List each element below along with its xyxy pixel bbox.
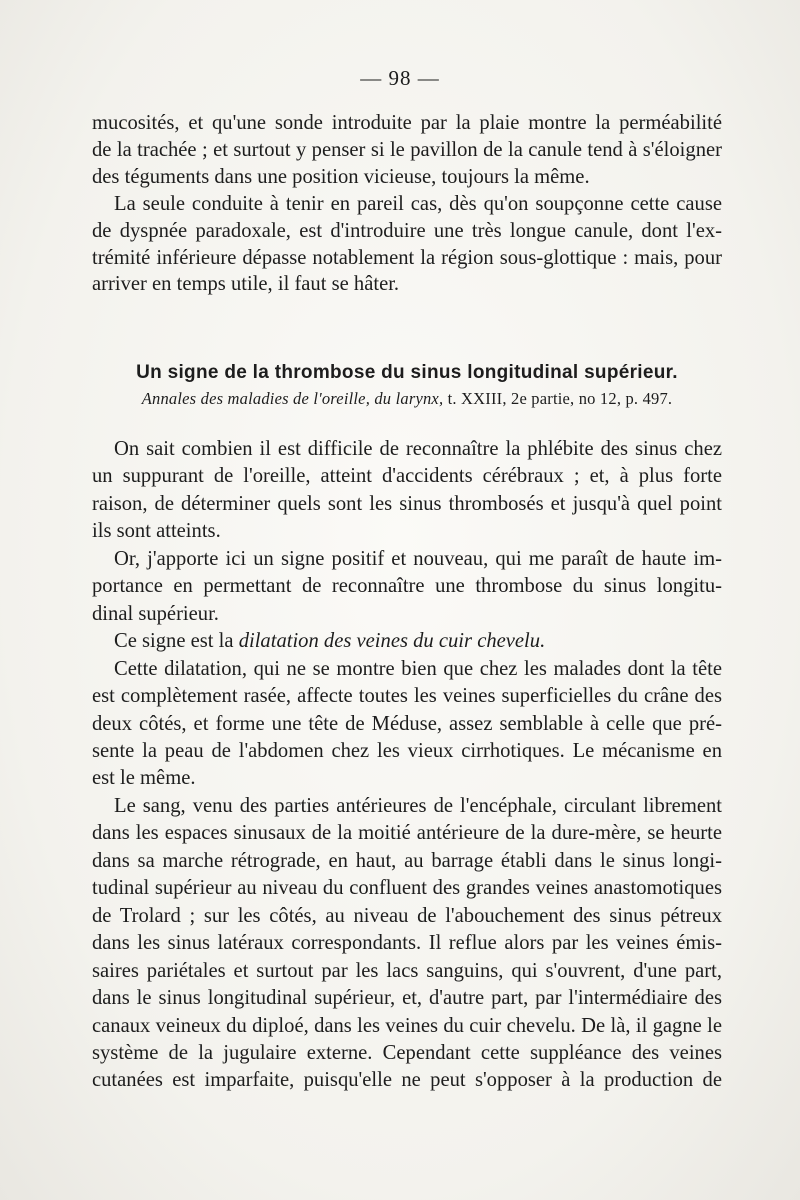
journal-citation: t. XXIII, 2e partie, no 12, p. 497.	[443, 389, 673, 408]
text-line: ils sont atteints.	[92, 520, 221, 543]
text-line: dans les espaces sinusaux de la moitié antérieure de la dure-mère, se heurte	[92, 822, 722, 845]
text-line: sente la peau de l'abdomen chez les vieux cirrhotiques. Le mécanisme en	[92, 739, 722, 762]
text-line: On sait combien il est difficile de reconnaître la phlébite des sinus chez	[114, 438, 722, 460]
text-line: portance en permettant de reconnaître une thrombose du sinus longitu-	[92, 575, 722, 598]
sign-name: dilatation des veines du cuir chevelu.	[238, 630, 546, 653]
text-line: deux côtés, et forme une tête de Méduse, assez semblable à celle que pré-	[92, 712, 722, 735]
text-line: de dyspnée paradoxale, est d'introduire une très longue canule, dont l'ex-	[92, 219, 722, 242]
text-line: des téguments dans une position vicieuse, toujours la même.	[92, 165, 590, 188]
text-line: Le sang, venu des parties antérieures de l'encéphale, circulant librement	[114, 794, 722, 817]
text-line: dans les sinus latéraux correspondants. Il reflue alors par les veines émis-	[92, 932, 722, 955]
journal-name: Annales des maladies de l'oreille, du larynx,	[141, 389, 444, 408]
text-line	[92, 628, 722, 655]
article-heading	[92, 359, 722, 411]
text-line: trémité inférieure dépasse notablement la région sous-glottique : mais, pour	[92, 246, 722, 269]
text-line: La seule conduite à tenir en pareil cas, dès qu'on soupçonne cette cause	[114, 192, 722, 215]
text-line: canaux veineux du diploé, dans les veines du cuir chevelu. De là, il gagne le	[92, 1014, 722, 1037]
article-body	[92, 436, 722, 1095]
article-reference	[92, 387, 722, 411]
text-line: de Trolard ; sur les côtés, au niveau de l'abouchement des sinus pétreux	[92, 904, 722, 927]
text-line: arriver en temps utile, il faut se hâter.	[92, 273, 400, 296]
intro-text	[92, 110, 722, 298]
article-title: Un signe de la thrombose du sinus longitudinal supérieur.	[136, 362, 678, 383]
text-line: mucosités, et qu'une sonde introduite par la plaie montre la perméabilité	[92, 112, 722, 134]
text-line: tudinal supérieur au niveau du confluent des grandes veines anastomotiques	[92, 877, 722, 900]
text-line: système de la jugulaire externe. Cependant cette suppléance des veines	[92, 1041, 722, 1064]
text-line: est complètement rasée, affecte toutes les veines superficielles du crâne des	[92, 685, 722, 708]
text-line: est le même.	[92, 767, 196, 790]
text-line: dans le sinus longitudinal supérieur, et, d'autre part, par l'intermédiaire des	[92, 987, 722, 1010]
text-line: saires pariétales et surtout par les lacs sanguins, qui s'ouvrent, d'une part,	[92, 959, 722, 982]
text-line: Cette dilatation, qui ne se montre bien que chez les malades dont la tête	[114, 657, 722, 680]
page-number: — 98 —	[360, 66, 440, 90]
text-line: cutanées est imparfaite, puisqu'elle ne peut s'opposer à la production de	[92, 1069, 722, 1092]
text-line: dinal supérieur.	[92, 602, 219, 625]
text-line: un suppurant de l'oreille, atteint d'accidents cérébraux ; et, à plus forte	[92, 465, 722, 488]
text-line: de la trachée ; et surtout y penser si le pavillon de la canule tend à s'éloigner	[92, 138, 722, 161]
text-line: Or, j'apporte ici un signe positif et nouveau, qui me paraît de haute im-	[114, 547, 722, 570]
text-line: dans sa marche rétrograde, en haut, au barrage établi dans le sinus longi-	[92, 849, 722, 872]
text-line: raison, de déterminer quels sont les sinus thrombosés et jusqu'à quel point	[92, 492, 722, 515]
sign-intro: Ce signe est la	[114, 630, 239, 653]
